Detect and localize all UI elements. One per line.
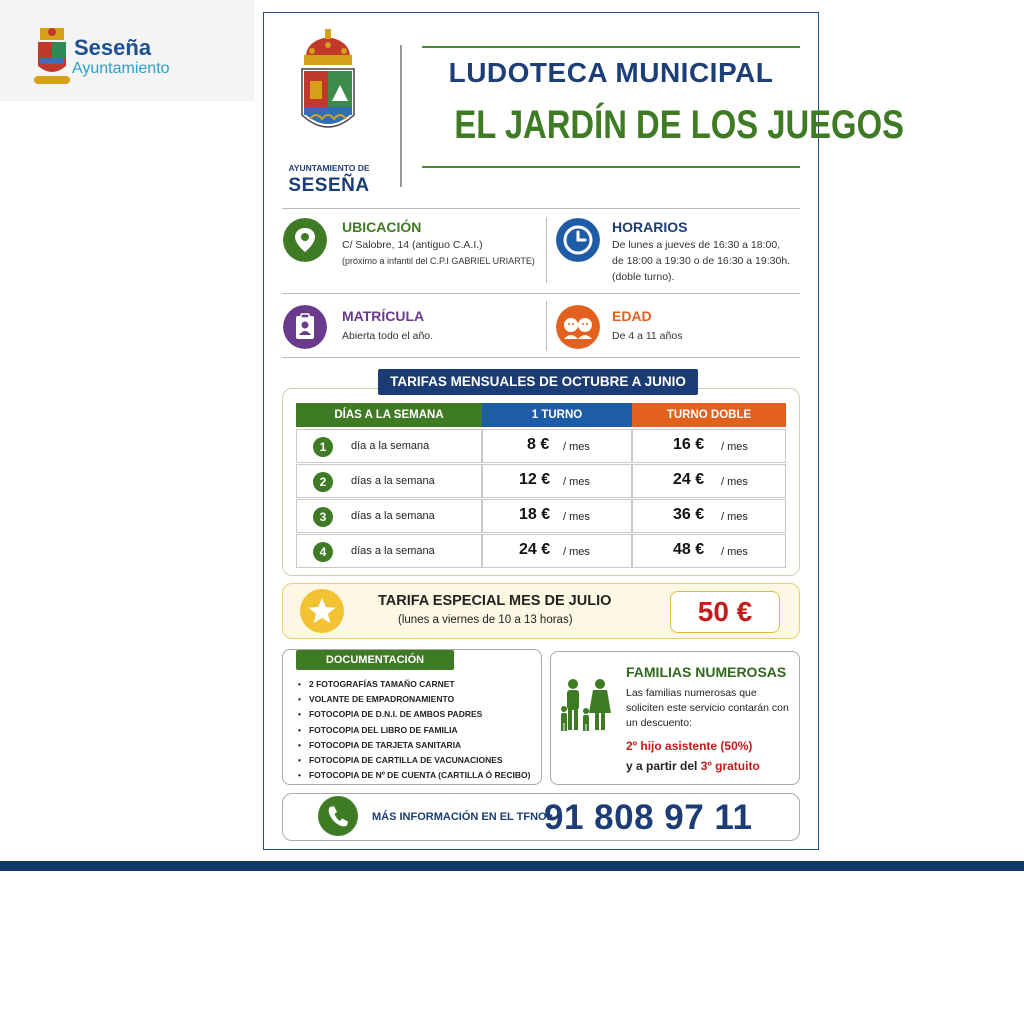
familias-third-highlight: 3º gratuito <box>700 759 760 773</box>
children-icon <box>556 305 600 349</box>
header-divider <box>400 45 402 187</box>
brand-name: Seseña <box>74 35 152 60</box>
footer-bar <box>0 861 1024 871</box>
ubicacion-heading: UBICACIÓN <box>342 219 422 235</box>
julio-price: 50 € <box>670 591 780 633</box>
phone-number[interactable]: 91 808 97 11 <box>544 798 753 837</box>
price-1-turno: 8 € <box>527 436 550 453</box>
info-divider <box>546 217 547 283</box>
familias-text: Las familias numerosas que soliciten este servicio contarán con un descuento: <box>626 687 789 729</box>
location-pin-icon <box>283 218 327 262</box>
list-item: • 2 FOTOGRAFÍAS TAMAÑO CARNET <box>298 677 530 692</box>
clock-icon <box>556 218 600 262</box>
phone-icon <box>318 796 358 836</box>
poster <box>263 12 904 850</box>
edad-text: De 4 a 11 años <box>612 330 683 342</box>
section-divider <box>282 293 800 294</box>
horarios-line2: de 18:00 a 19:30 o de 16:30 a 19:30h. <box>612 255 791 267</box>
row-number-badge: 1 <box>313 437 333 457</box>
edad-heading: EDAD <box>612 308 652 324</box>
per-month: / mes <box>563 441 590 453</box>
row-number-badge: 4 <box>313 542 333 562</box>
table-header-turno-doble: TURNO DOBLE <box>632 403 786 427</box>
per-month: / mes <box>721 546 748 558</box>
seseña-crest-icon <box>292 27 364 155</box>
id-badge-icon <box>283 305 327 349</box>
family-icon <box>558 677 618 737</box>
price-turno-doble: 36 € <box>673 506 705 523</box>
horarios-line1: De lunes a jueves de 16:30 a 18:00, <box>612 239 781 251</box>
list-item: • FOTOCOPIA DE Nº DE CUENTA (CARTILLA Ó RECIBO) <box>298 768 530 783</box>
contact-label: MÁS INFORMACIÓN EN EL TFNO.: <box>372 811 554 823</box>
per-month: / mes <box>563 546 590 558</box>
list-item: • FOTOCOPIA DE TARJETA SANITARIA <box>298 738 530 753</box>
ubicacion-note: (próximo a infantil del C.P.I GABRIEL URIARTE) <box>342 256 535 266</box>
familias-heading: FAMILIAS NUMEROSAS <box>626 664 787 680</box>
list-item: • VOLANTE DE EMPADRONAMIENTO <box>298 692 530 707</box>
list-item: • FOTOCOPIA DE D.N.I. DE AMBOS PADRES <box>298 707 530 722</box>
price-1-turno: 12 € <box>519 471 551 488</box>
julio-title: TARIFA ESPECIAL MES DE JULIO <box>378 593 612 609</box>
julio-subtitle: (lunes a viernes de 10 a 13 horas) <box>398 614 573 626</box>
ubicacion-address: C/ Salobre, 14 (antiguo C.A.I.) <box>342 239 483 251</box>
brand-header <box>0 0 254 101</box>
documentacion-heading: DOCUMENTACIÓN <box>296 650 454 670</box>
familias-third-child <box>626 759 760 773</box>
documentacion-list <box>298 677 530 783</box>
price-1-turno: 24 € <box>519 541 551 558</box>
table-row <box>296 464 786 498</box>
per-month: / mes <box>721 476 748 488</box>
per-month: / mes <box>563 476 590 488</box>
price-turno-doble: 24 € <box>673 471 705 488</box>
list-item: • FOTOCOPIA DEL LIBRO DE FAMILIA <box>298 723 530 738</box>
row-number-badge: 3 <box>313 507 333 527</box>
table-row <box>296 534 786 568</box>
horarios-line3: (doble turno). <box>612 271 675 283</box>
title-line1: LUDOTECA MUNICIPAL <box>448 57 774 88</box>
ayuntamiento-label: AYUNTAMIENTO DE <box>288 163 370 173</box>
table-row <box>296 429 786 463</box>
horarios-heading: HORARIOS <box>612 219 688 235</box>
matricula-text: Abierta todo el año. <box>342 330 434 342</box>
row-days-label: día a la semana <box>351 440 430 452</box>
price-turno-doble: 48 € <box>673 541 705 558</box>
per-month: / mes <box>721 441 748 453</box>
per-month: / mes <box>721 511 748 523</box>
ayuntamiento-name: SESEÑA <box>288 175 370 196</box>
title-line2: EL JARDÍN DE LOS JUEGOS <box>454 103 904 147</box>
tarifas-title: TARIFAS MENSUALES DE OCTUBRE A JUNIO <box>378 369 698 395</box>
crest-logo-icon <box>30 24 74 90</box>
section-divider <box>282 357 800 358</box>
row-days-label: días a la semana <box>351 545 435 557</box>
list-item: • FOTOCOPIA DE CARTILLA DE VACUNACIONES <box>298 753 530 768</box>
star-icon <box>300 589 344 633</box>
price-turno-doble: 16 € <box>673 436 705 453</box>
row-number-badge: 2 <box>313 472 333 492</box>
matricula-heading: MATRÍCULA <box>342 308 425 324</box>
title-rule-top <box>422 46 800 48</box>
title-rule-bottom <box>422 166 800 168</box>
price-1-turno: 18 € <box>519 506 551 523</box>
table-row <box>296 499 786 533</box>
brand-subtitle: Ayuntamiento <box>72 60 170 77</box>
table-header-dias: DÍAS A LA SEMANA <box>296 403 482 427</box>
row-days-label: días a la semana <box>351 510 435 522</box>
section-divider <box>282 208 800 209</box>
per-month: / mes <box>563 511 590 523</box>
info-divider <box>546 301 547 351</box>
familias-third-prefix: y a partir del <box>626 759 698 773</box>
familias-discount: 2º hijo asistente (50%) <box>626 739 753 753</box>
table-header-1-turno: 1 TURNO <box>482 403 632 427</box>
row-days-label: días a la semana <box>351 475 435 487</box>
